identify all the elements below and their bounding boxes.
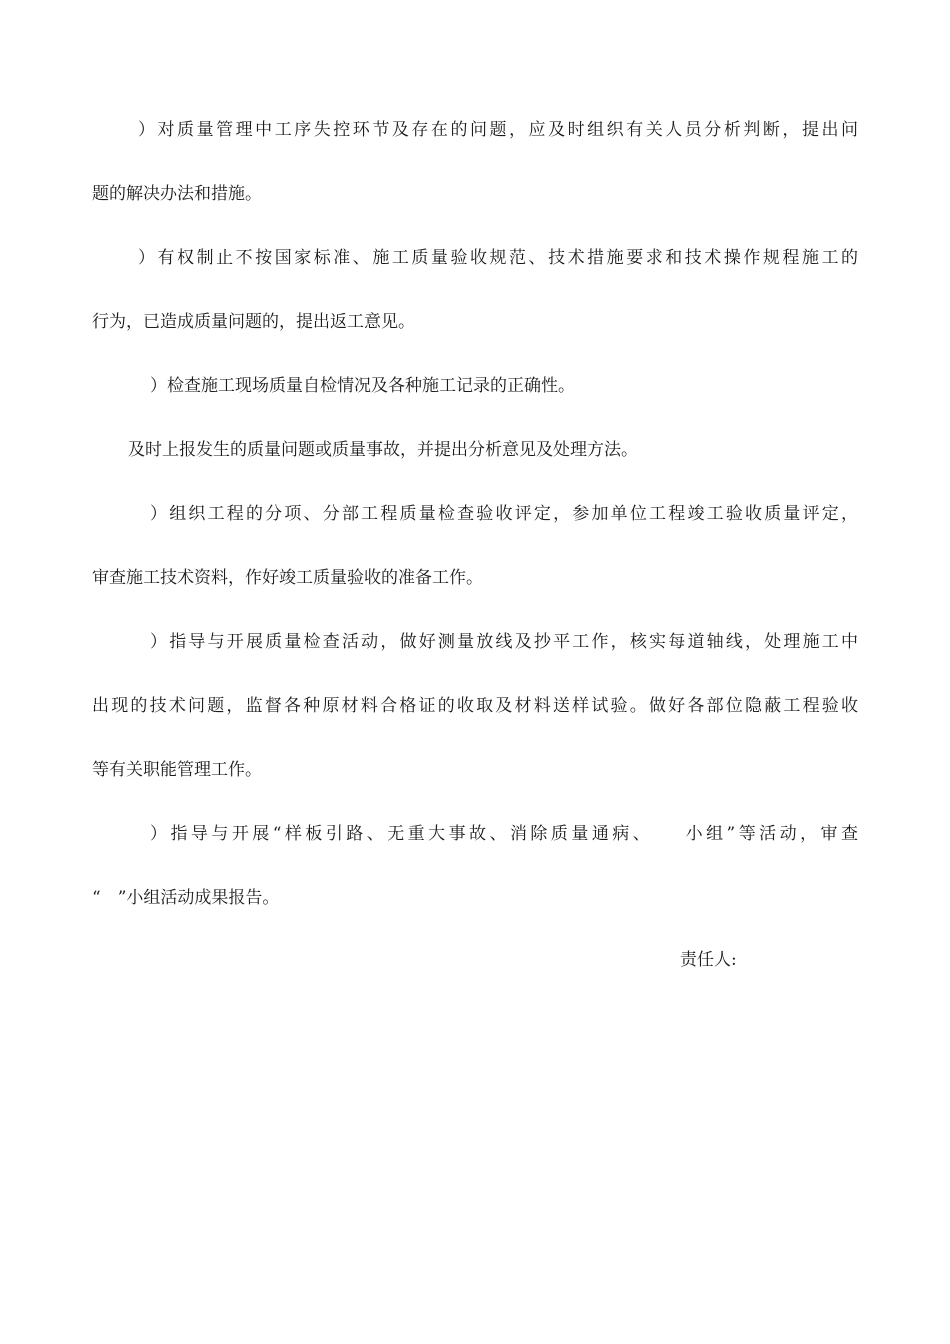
item-4-line-1: 及时上报发生的质量问题或质量事故，并提出分析意见及处理方法。 — [128, 440, 638, 460]
item-5-line-2: 审查施工技术资料，作好竣工质量验收的准备工作。 — [92, 568, 483, 588]
item-2-line-2: 行为，已造成质量问题的，提出返工意见。 — [92, 312, 415, 332]
item-6-line-1: ）指导与开展质量检查活动，做好测量放线及抄平工作，核实每道轴线，处理施工中 — [150, 632, 858, 652]
item-3-line-1: ）检查施工现场质量自检情况及各种施工记录的正确性。 — [150, 376, 575, 396]
item-2-line-1: ）有权制止不按国家标准、施工质量验收规范、技术措施要求和技术操作规程施工的 — [138, 248, 858, 268]
item-7-line-2: “ ”小组活动成果报告。 — [92, 888, 280, 908]
item-5-line-1: ）组织工程的分项、分部工程质量检查验收评定，参加单位工程竣工验收质量评定， — [150, 504, 858, 524]
item-6-line-3: 等有关职能管理工作。 — [92, 760, 262, 780]
item-1-line-2: 题的解决办法和措施。 — [92, 184, 262, 204]
item-1-line-1: ）对质量管理中工序失控环节及存在的问题，应及时组织有关人员分析判断，提出问 — [138, 120, 858, 140]
item-6-line-2: 出现的技术问题，监督各种原材料合格证的收取及材料送样试验。做好各部位隐蔽工程验收 — [92, 696, 858, 716]
signature-label: 责任人: — [680, 950, 737, 970]
item-7-line-1: ）指导与开展“样板引路、无重大事故、消除质量通病、 小组”等活动，审查 — [150, 824, 858, 844]
